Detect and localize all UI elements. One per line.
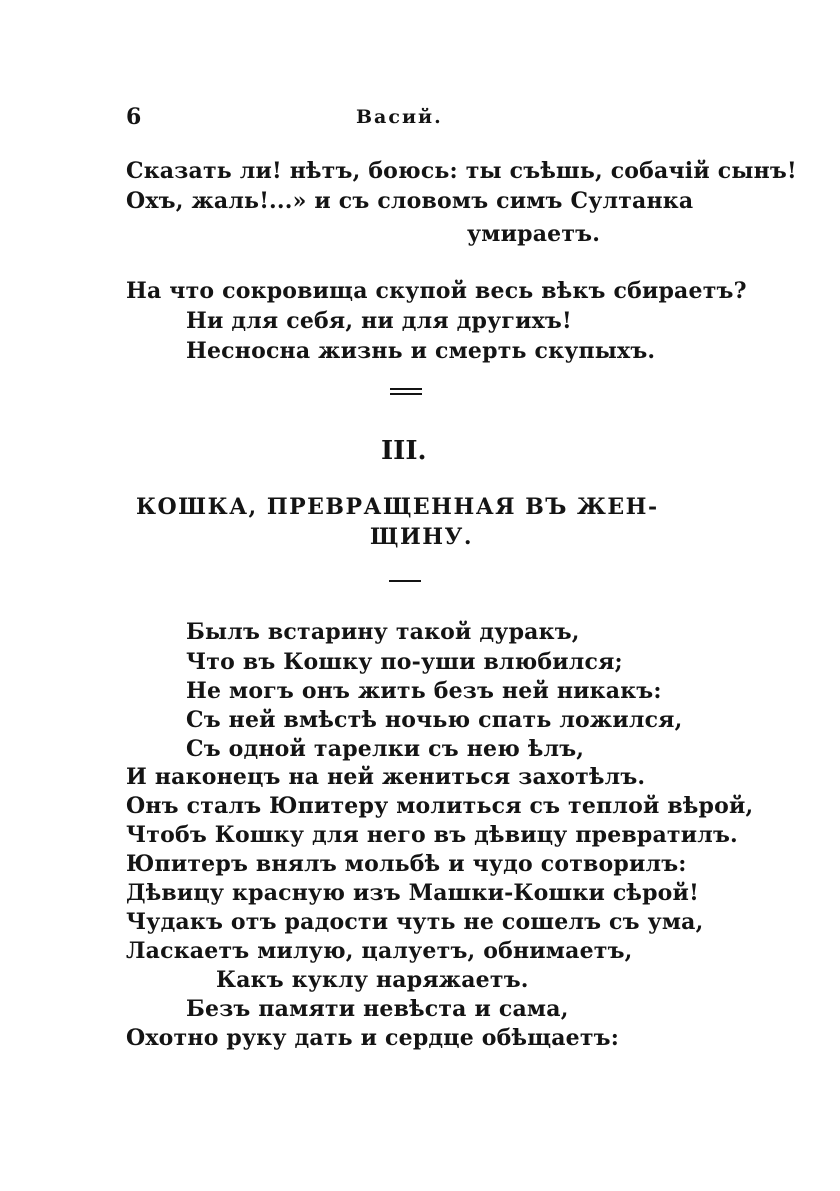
verse-line: И наконецъ на ней жениться захотѣлъ. (126, 764, 646, 790)
verse-line: Не могъ онъ жить безъ ней никакъ: (186, 678, 662, 704)
verse-line: Какъ куклу наряжаетъ. (216, 967, 529, 993)
verse-line: Что въ Кошку по-уши влюбился; (186, 649, 623, 675)
verse-line: Несносна жизнь и смерть скупыхъ. (186, 338, 656, 364)
section-divider (390, 388, 422, 395)
verse-line: Онъ сталъ Юпитеру молиться съ теплой вѣрой, (126, 793, 754, 819)
verse-line: Съ ней вмѣстѣ ночью спать ложился, (186, 707, 683, 733)
verse-line: умираетъ. (467, 221, 601, 247)
verse-line: Чтобъ Кошку для него въ дѣвицу превратилъ. (126, 822, 738, 848)
page-number: 6 (126, 104, 142, 130)
running-title: Васий. (356, 106, 443, 128)
verse-line: Сказать ли! нѣтъ, боюсь: ты съѣшь, собачій сынъ! (126, 158, 797, 184)
fable-title-line: КОШКА, ПРЕВРАЩЕННАЯ ВЪ ЖЕН- (136, 494, 659, 520)
title-rule (389, 580, 421, 582)
verse-line: Охотно руку дать и сердце обѣщаетъ: (126, 1025, 620, 1051)
fable-title-line: ЩИНУ. (370, 524, 474, 550)
verse-line: Ни для себя, ни для другихъ! (186, 308, 572, 334)
verse-line: Охъ, жаль!...» и съ словомъ симъ Султанка (126, 188, 694, 214)
verse-line: Ласкаетъ милую, цалуетъ, обнимаетъ, (126, 938, 633, 964)
verse-line: Безъ памяти невѣста и сама, (186, 996, 569, 1022)
section-number: III. (381, 436, 427, 466)
verse-line: Чудакъ отъ радости чуть не сошелъ съ ума, (126, 909, 704, 935)
verse-line: Юпитеръ внялъ мольбѣ и чудо сотворилъ: (126, 851, 687, 877)
verse-line: На что сокровища скупой весь вѣкъ сбираетъ? (126, 278, 747, 304)
verse-line: Дѣвицу красную изъ Машки-Кошки сѣрой! (126, 880, 699, 906)
verse-line: Былъ встарину такой дуракъ, (186, 619, 580, 645)
page-header (126, 104, 716, 134)
verse-line: Съ одной тарелки съ нею ѣлъ, (186, 736, 585, 762)
